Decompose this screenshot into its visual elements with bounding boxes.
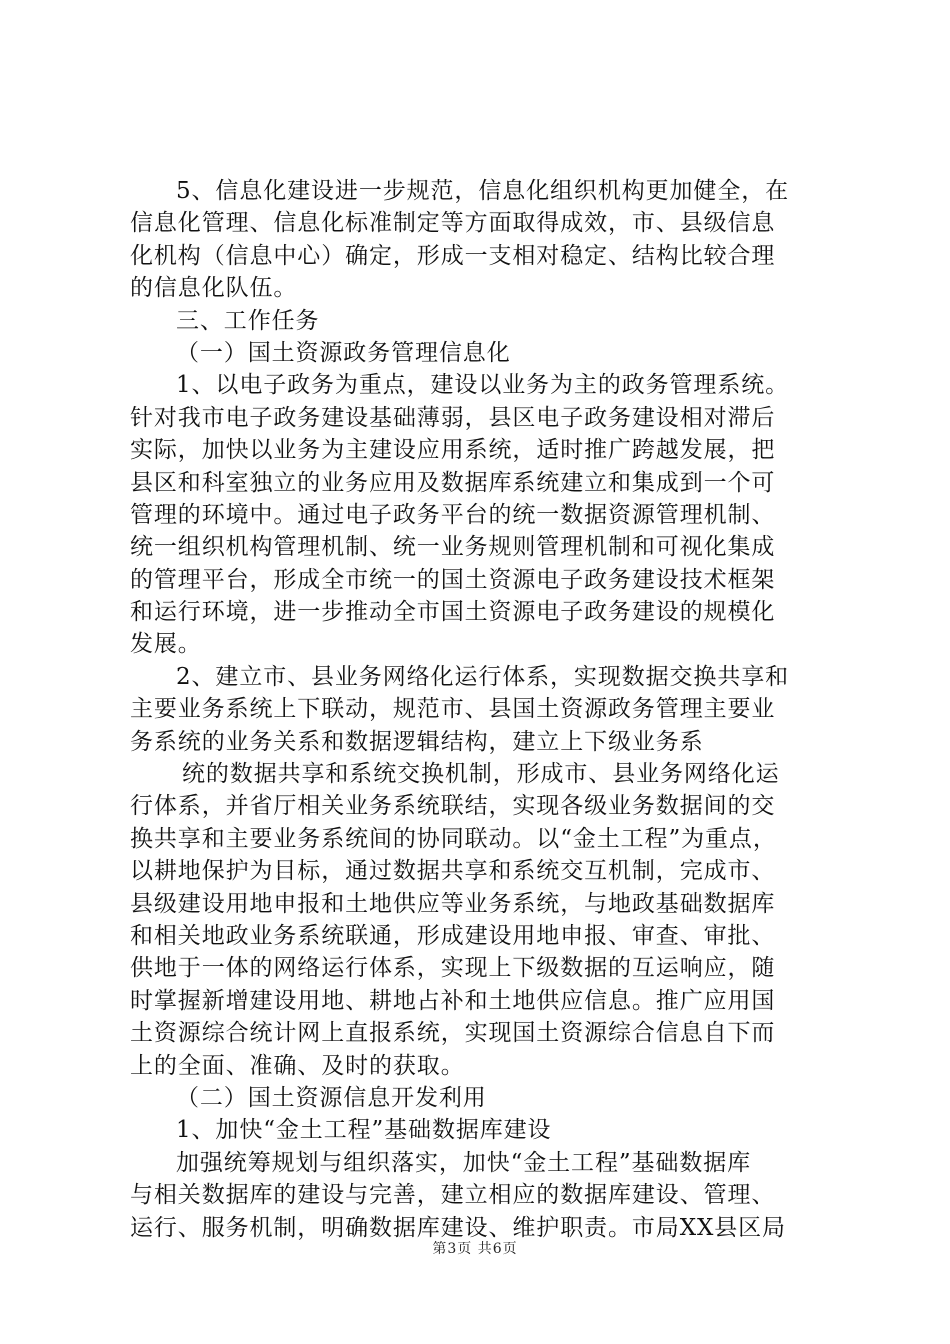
body-line: 针对我市电子政务建设基础薄弱，县区电子政务建设相对滞后	[130, 404, 776, 431]
subsection-heading: （二）国土资源信息开发利用	[176, 1084, 487, 1111]
body-line: 实际，加快以业务为主建设应用系统，适时推广跨越发展，把	[130, 437, 776, 464]
body-line: 信息化管理、信息化标准制定等方面取得成效，市、县级信息	[130, 210, 776, 237]
body-line: 加强统筹规划与组织落实，加快“金土工程”基础数据库	[176, 1149, 752, 1176]
document-body	[130, 175, 850, 1244]
body-line: 管理的环境中。通过电子政务平台的统一数据资源管理机制、	[130, 501, 776, 528]
body-line: 务系统的业务关系和数据逻辑结构，建立上下级业务系	[130, 728, 704, 755]
body-line: 供地于一体的网络运行体系，实现上下级数据的互运响应，随	[130, 955, 776, 982]
body-line: 与相关数据库的建设与完善，建立相应的数据库建设、管理、	[130, 1182, 776, 1209]
body-line: 以耕地保护为目标，通过数据共享和系统交互机制，完成市、	[130, 858, 776, 885]
body-line: 化机构（信息中心）确定，形成一支相对稳定、结构比较合理	[130, 242, 776, 269]
body-line: 统一组织机构管理机制、统一业务规则管理机制和可视化集成	[130, 534, 776, 561]
body-line: 统的数据共享和系统交换机制，形成市、县业务网络化运	[182, 761, 780, 788]
body-line: 土资源综合统计网上直报系统，实现国土资源综合信息自下而	[130, 1020, 776, 1047]
body-line: 时掌握新增建设用地、耕地占补和土地供应信息。推广应用国	[130, 987, 776, 1014]
body-line: 县区和科室独立的业务应用及数据库系统建立和集成到一个可	[130, 469, 776, 496]
subsection-heading: （一）国土资源政务管理信息化	[176, 339, 511, 366]
body-line: 1、加快“金土工程”基础数据库建设	[176, 1117, 552, 1144]
body-line: 县级建设用地申报和土地供应等业务系统，与地政基础数据库	[130, 890, 776, 917]
body-line: 行体系，并省厅相关业务系统联结，实现各级业务数据间的交	[130, 793, 776, 820]
body-line: 和相关地政业务系统联通，形成建设用地申报、审查、审批、	[130, 922, 776, 949]
body-line: 1、以电子政务为重点，建设以业务为主的政务管理系统。	[176, 372, 790, 399]
body-line: 和运行环境，进一步推动全市国土资源电子政务建设的规模化	[130, 599, 776, 626]
body-line: 5、信息化建设进一步规范，信息化组织机构更加健全，在	[176, 178, 790, 204]
body-line: 换共享和主要业务系统间的协同联动。以“金土工程”为重点，	[130, 825, 777, 852]
body-line: 2、建立市、县业务网络化运行体系，实现数据交换共享和	[176, 663, 790, 690]
body-line: 发展。	[130, 631, 202, 658]
body-line: 的管理平台，形成全市统一的国土资源电子政务建设技术框架	[130, 566, 776, 593]
page-number: 第3页 共6页	[432, 1241, 518, 1257]
section-heading: 三、工作任务	[176, 307, 320, 334]
page-footer	[0, 1238, 950, 1258]
body-line: 主要业务系统上下联动，规范市、县国土资源政务管理主要业	[130, 696, 776, 723]
body-line: 上的全面、准确、及时的获取。	[130, 1052, 465, 1079]
body-line: 的信息化队伍。	[130, 275, 298, 302]
body-line: 运行、服务机制，明确数据库建设、维护职责。市局XX县区局	[130, 1214, 786, 1241]
